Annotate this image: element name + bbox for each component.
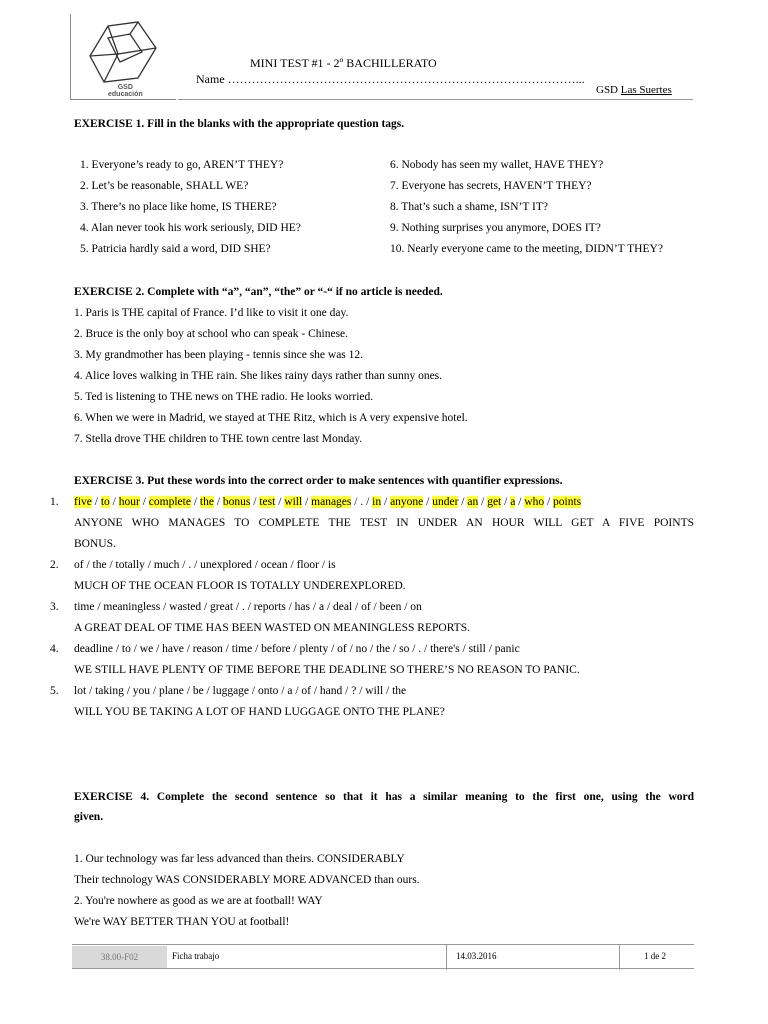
exercise-3-title: EXERCISE 3. Put these words into the correct order to make sentences with quantifier expressions.: [74, 475, 563, 487]
ex2-item-2: 2. Bruce is the only boy at school who can speak - Chinese.: [74, 328, 349, 340]
ex1-item-1: 1. Everyone’s ready to go, AREN’T THEY?: [80, 159, 284, 171]
ex1-item-7: 7. Everyone has secrets, HAVEN’T THEY?: [390, 180, 592, 192]
ex2-item-6: 6. When we were in Madrid, we stayed at THE Ritz, which is A very expensive hotel.: [74, 412, 468, 424]
ex3-q1-separator: /: [458, 496, 468, 508]
ex3-q1-word: under: [432, 496, 459, 508]
ex3-answer-5: WILL YOU BE TAKING A LOT OF HAND LUGGAGE ONTO THE PLANE?: [74, 706, 445, 718]
ex4-item-1-question: 1. Our technology was far less advanced than theirs. CONSIDERABLY: [74, 853, 405, 865]
ex3-answer-1-line-2: BONUS.: [74, 538, 116, 550]
ex2-item-5: 5. Ted is listening to THE news on THE radio. He looks worried.: [74, 391, 374, 403]
ex3-q1-word: an: [467, 496, 479, 508]
ex3-number-2: 2.: [50, 559, 59, 571]
ex1-item-3: 3. There’s no place like home, IS THERE?: [80, 201, 277, 213]
ex1-item-4: 4. Alan never took his work seriously, DID HE?: [80, 222, 301, 234]
ex3-q1-separator: /: [501, 496, 511, 508]
ex3-q1-separator: /: [351, 496, 361, 508]
ex3-answer-3: A GREAT DEAL OF TIME HAS BEEN WASTED ON MEANINGLESS REPORTS.: [74, 622, 470, 634]
ex3-question-3: time / meaningless / wasted / great / . / reports / has / a / deal / of / been / on: [74, 601, 422, 613]
ex1-item-2: 2. Let’s be reasonable, SHALL WE?: [80, 180, 249, 192]
ex3-number-3: 3.: [50, 601, 59, 613]
footer-doc-type: Ficha trabajo: [172, 951, 220, 961]
footer-form-code: 38.00-F02: [72, 946, 167, 968]
ex3-q1-separator: /: [515, 496, 525, 508]
ex3-q1-word: hour: [118, 496, 140, 508]
ex4-item-2-question: 2. You're nowhere as good as we are at football! WAY: [74, 895, 323, 907]
ex3-q1-separator: /: [275, 496, 285, 508]
school-prefix: GSD: [596, 84, 619, 96]
footer-separator: [446, 945, 447, 970]
ex3-q1-separator: /: [381, 496, 391, 508]
ex3-q1-word: points: [553, 496, 582, 508]
ex3-q1-word: .: [360, 496, 364, 508]
header-divider: [178, 99, 693, 100]
ex3-q1-word: anyone: [390, 496, 424, 508]
ex3-q1-word: who: [524, 496, 545, 508]
ex2-item-4: 4. Alice loves walking in THE rain. She likes rainy days rather than sunny ones.: [74, 370, 443, 382]
ex3-number-4: 4.: [50, 643, 59, 655]
logo-text-gsd: GSD: [117, 84, 133, 91]
ex4-item-1-answer: Their technology WAS CONSIDERABLY MORE ADVANCED than ours.: [74, 874, 420, 886]
ex2-item-1: 1. Paris is THE capital of France. I’d like to visit it one day.: [74, 307, 349, 319]
ex3-q1-word: bonus: [222, 496, 251, 508]
exercise-2-title: EXERCISE 2. Complete with “a”, “an”, “the” or “-“ if no article is needed.: [74, 286, 443, 298]
ex3-q1-separator: /: [139, 496, 149, 508]
footer-date: 14.03.2016: [456, 951, 497, 961]
ex3-question-4: deadline / to / we / have / reason / time / before / plenty / of / no / the / so / . / there's / still / panic: [74, 643, 520, 655]
ex3-q1-word: will: [284, 496, 303, 508]
ex3-q1-word: in: [372, 496, 382, 508]
cube-logo-icon: [86, 18, 176, 88]
footer-page-number: 1 de 2: [644, 951, 666, 961]
ex3-question-1: [74, 496, 581, 508]
ex3-q1-separator: /: [109, 496, 119, 508]
gsd-logo: [70, 14, 182, 100]
ex3-q1-word: test: [259, 496, 276, 508]
ex3-q1-word: five: [74, 496, 92, 508]
ex1-item-6: 6. Nobody has seen my wallet, HAVE THEY?: [390, 159, 604, 171]
ex3-q1-word: complete: [148, 496, 191, 508]
name-field-label: Name ……………………………………………………………………………...: [196, 72, 585, 86]
ex3-q1-separator: /: [250, 496, 260, 508]
exercise-4-title-line-1: EXERCISE 4. Complete the second sentence so that it has a similar meaning to the first one, using the word: [74, 791, 694, 803]
ex3-q1-separator: /: [544, 496, 554, 508]
page-footer: [72, 944, 694, 969]
ex3-q1-word: to: [100, 496, 110, 508]
exercise-4-title-line-2: given.: [74, 811, 104, 823]
footer-separator: [619, 945, 620, 970]
logo-text-educacion: educación: [108, 91, 143, 98]
ex3-q1-word: manages: [311, 496, 352, 508]
ex1-item-5: 5. Patricia hardly said a word, DID SHE?: [80, 243, 271, 255]
ex3-question-2: of / the / totally / much / . / unexplored / ocean / floor / is: [74, 559, 336, 571]
ex3-number-5: 5.: [50, 685, 59, 697]
logo-text: [108, 84, 143, 98]
ex3-q1-word: a: [510, 496, 516, 508]
test-title: MINI TEST #1 - 2º BACHILLERATO: [250, 56, 437, 70]
ex3-q1-separator: /: [363, 496, 373, 508]
ex2-item-7: 7. Stella drove THE children to THE town centre last Monday.: [74, 433, 363, 445]
ex2-item-3: 3. My grandmother has been playing - tennis since she was 12.: [74, 349, 364, 361]
ex3-q1-word: the: [199, 496, 214, 508]
ex3-answer-4: WE STILL HAVE PLENTY OF TIME BEFORE THE DEADLINE SO THERE’S NO REASON TO PANIC.: [74, 664, 580, 676]
ex3-q1-separator: /: [190, 496, 200, 508]
ex3-q1-separator: /: [302, 496, 312, 508]
ex3-answer-2: MUCH OF THE OCEAN FLOOR IS TOTALLY UNDEREXPLORED.: [74, 580, 406, 592]
ex3-q1-word: get: [487, 496, 502, 508]
ex3-number-1: 1.: [50, 496, 59, 508]
ex4-item-2-answer: We're WAY BETTER THAN YOU at football!: [74, 916, 290, 928]
ex3-q1-separator: /: [91, 496, 101, 508]
ex1-item-9: 9. Nothing surprises you anymore, DOES IT?: [390, 222, 601, 234]
school-location: [596, 84, 672, 96]
school-place: Las Suertes: [620, 84, 672, 96]
ex1-item-10: 10. Nearly everyone came to the meeting, DIDN’T THEY?: [390, 243, 663, 255]
ex3-q1-separator: /: [213, 496, 223, 508]
ex3-answer-1-line-1: ANYONE WHO MANAGES TO COMPLETE THE TEST IN UNDER AN HOUR WILL GET A FIVE POINTS: [74, 517, 694, 529]
ex3-question-5: lot / taking / you / plane / be / luggage / onto / a / of / hand / ? / will / the: [74, 685, 407, 697]
ex3-q1-separator: /: [423, 496, 433, 508]
exercise-1-title: EXERCISE 1. Fill in the blanks with the appropriate question tags.: [74, 118, 405, 130]
ex1-item-8: 8. That’s such a shame, ISN’T IT?: [390, 201, 548, 213]
ex3-q1-separator: /: [478, 496, 488, 508]
